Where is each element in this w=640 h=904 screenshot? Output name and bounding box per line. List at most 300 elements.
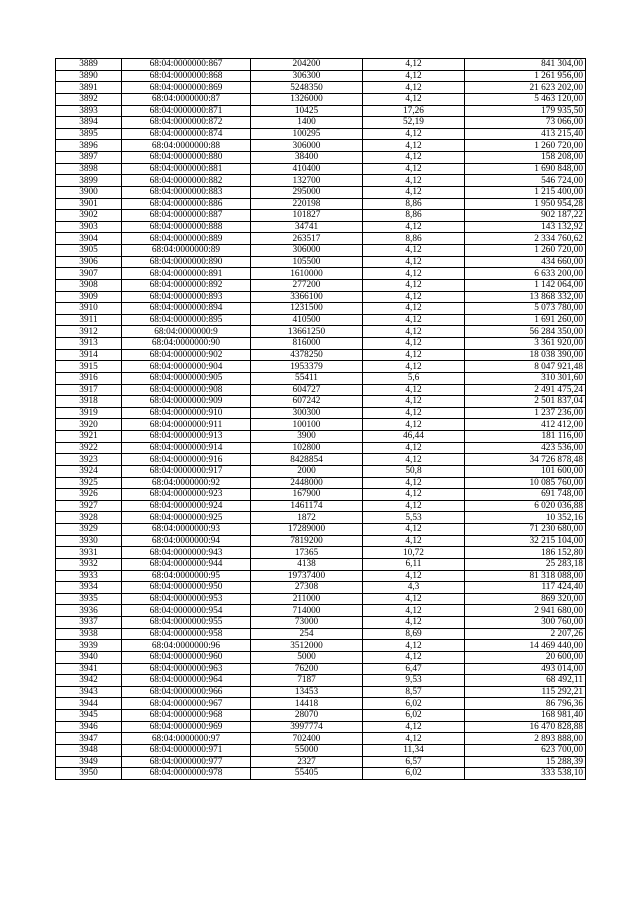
cadastral-value-cell: 1 690 848,00 xyxy=(465,163,586,175)
table-row xyxy=(56,628,586,640)
cadastral-value-cell: 25 283,18 xyxy=(465,558,586,570)
table-row xyxy=(56,605,586,617)
cadastral-value-cell: 86 796,36 xyxy=(465,698,586,710)
cadastral-value-cell: 71 230 680,00 xyxy=(465,524,586,536)
rate-cell: 6,02 xyxy=(363,710,465,722)
cadastral-value-cell: 6 633 200,00 xyxy=(465,268,586,280)
rate-cell: 4,12 xyxy=(363,326,465,338)
cadastral-number-cell: 68:04:0000000:892 xyxy=(122,279,251,291)
cadastral-value-cell: 333 538,10 xyxy=(465,768,586,780)
row-number-cell: 3905 xyxy=(56,245,122,257)
cadastral-number-cell: 68:04:0000000:909 xyxy=(122,396,251,408)
cadastral-number-cell: 68:04:0000000:889 xyxy=(122,233,251,245)
rate-cell: 4,12 xyxy=(363,489,465,501)
area-cell: 28070 xyxy=(251,710,363,722)
rate-cell: 4,12 xyxy=(363,593,465,605)
cadastral-value-cell: 2 334 760,62 xyxy=(465,233,586,245)
area-cell: 5248350 xyxy=(251,82,363,94)
rate-cell: 5,53 xyxy=(363,512,465,524)
cadastral-number-cell: 68:04:0000000:925 xyxy=(122,512,251,524)
area-cell: 3997774 xyxy=(251,721,363,733)
cadastral-number-cell: 68:04:0000000:913 xyxy=(122,431,251,443)
rate-cell: 6,02 xyxy=(363,698,465,710)
row-number-cell: 3919 xyxy=(56,407,122,419)
cadastral-number-cell: 68:04:0000000:872 xyxy=(122,117,251,129)
table-row xyxy=(56,524,586,536)
cadastral-number-cell: 68:04:0000000:978 xyxy=(122,768,251,780)
rate-cell: 9,53 xyxy=(363,675,465,687)
cadastral-number-cell: 68:04:0000000:883 xyxy=(122,186,251,198)
row-number-cell: 3934 xyxy=(56,582,122,594)
cadastral-number-cell: 68:04:0000000:954 xyxy=(122,605,251,617)
cadastral-number-cell: 68:04:0000000:92 xyxy=(122,477,251,489)
row-number-cell: 3911 xyxy=(56,314,122,326)
rate-cell: 4,12 xyxy=(363,640,465,652)
rate-cell: 4,12 xyxy=(363,407,465,419)
area-cell: 295000 xyxy=(251,186,363,198)
row-number-cell: 3921 xyxy=(56,431,122,443)
area-cell: 306000 xyxy=(251,140,363,152)
table-row xyxy=(56,744,586,756)
rate-cell: 4,12 xyxy=(363,314,465,326)
rate-cell: 4,12 xyxy=(363,384,465,396)
cadastral-value-cell: 2 491 475,24 xyxy=(465,384,586,396)
cadastral-number-cell: 68:04:0000000:963 xyxy=(122,663,251,675)
table-row xyxy=(56,582,586,594)
area-cell: 167900 xyxy=(251,489,363,501)
area-cell: 410500 xyxy=(251,314,363,326)
cadastral-number-cell: 68:04:0000000:87 xyxy=(122,93,251,105)
table-row xyxy=(56,721,586,733)
area-cell: 1872 xyxy=(251,512,363,524)
cadastral-number-cell: 68:04:0000000:955 xyxy=(122,617,251,629)
row-number-cell: 3928 xyxy=(56,512,122,524)
cadastral-value-cell: 423 536,00 xyxy=(465,442,586,454)
cadastral-value-cell: 8 047 921,48 xyxy=(465,361,586,373)
area-cell: 3366100 xyxy=(251,291,363,303)
row-number-cell: 3890 xyxy=(56,70,122,82)
row-number-cell: 3945 xyxy=(56,710,122,722)
area-cell: 607242 xyxy=(251,396,363,408)
row-number-cell: 3889 xyxy=(56,59,122,71)
table-row xyxy=(56,210,586,222)
area-cell: 76200 xyxy=(251,663,363,675)
cadastral-value-cell: 13 868 332,00 xyxy=(465,291,586,303)
cadastral-value-cell: 10 085 760,00 xyxy=(465,477,586,489)
rate-cell: 50,8 xyxy=(363,465,465,477)
rate-cell: 4,12 xyxy=(363,396,465,408)
row-number-cell: 3915 xyxy=(56,361,122,373)
rate-cell: 4,12 xyxy=(363,349,465,361)
area-cell: 55000 xyxy=(251,744,363,756)
area-cell: 254 xyxy=(251,628,363,640)
table-row xyxy=(56,442,586,454)
rate-cell: 4,12 xyxy=(363,163,465,175)
cadastral-number-cell: 68:04:0000000:881 xyxy=(122,163,251,175)
rate-cell: 4,12 xyxy=(363,291,465,303)
rate-cell: 4,12 xyxy=(363,570,465,582)
table-row xyxy=(56,384,586,396)
table-row xyxy=(56,338,586,350)
table-row xyxy=(56,431,586,443)
row-number-cell: 3895 xyxy=(56,128,122,140)
cadastral-value-cell: 1 215 400,00 xyxy=(465,186,586,198)
rate-cell: 4,12 xyxy=(363,454,465,466)
cadastral-number-cell: 68:04:0000000:924 xyxy=(122,500,251,512)
cadastral-value-cell: 101 600,00 xyxy=(465,465,586,477)
area-cell: 8428854 xyxy=(251,454,363,466)
table-row xyxy=(56,768,586,780)
table-row xyxy=(56,128,586,140)
cadastral-number-cell: 68:04:0000000:89 xyxy=(122,245,251,257)
cadastral-value-cell: 1 950 954,28 xyxy=(465,198,586,210)
area-cell: 102800 xyxy=(251,442,363,454)
cadastral-number-cell: 68:04:0000000:891 xyxy=(122,268,251,280)
rate-cell: 4,12 xyxy=(363,245,465,257)
cadastral-number-cell: 68:04:0000000:977 xyxy=(122,756,251,768)
row-number-cell: 3939 xyxy=(56,640,122,652)
cadastral-number-cell: 68:04:0000000:868 xyxy=(122,70,251,82)
area-cell: 1400 xyxy=(251,117,363,129)
area-cell: 300300 xyxy=(251,407,363,419)
row-number-cell: 3946 xyxy=(56,721,122,733)
area-cell: 10425 xyxy=(251,105,363,117)
cadastral-number-cell: 68:04:0000000:93 xyxy=(122,524,251,536)
row-number-cell: 3897 xyxy=(56,152,122,164)
table-row xyxy=(56,163,586,175)
rate-cell: 4,12 xyxy=(363,605,465,617)
row-number-cell: 3940 xyxy=(56,651,122,663)
rate-cell: 4,12 xyxy=(363,617,465,629)
row-number-cell: 3923 xyxy=(56,454,122,466)
row-number-cell: 3906 xyxy=(56,256,122,268)
area-cell: 3900 xyxy=(251,431,363,443)
rate-cell: 8,69 xyxy=(363,628,465,640)
area-cell: 1461174 xyxy=(251,500,363,512)
table-row xyxy=(56,372,586,384)
area-cell: 100295 xyxy=(251,128,363,140)
table-row xyxy=(56,593,586,605)
cadastral-value-cell: 158 208,00 xyxy=(465,152,586,164)
cadastral-number-cell: 68:04:0000000:871 xyxy=(122,105,251,117)
cadastral-value-cell: 6 020 036,88 xyxy=(465,500,586,512)
table-row xyxy=(56,733,586,745)
cadastral-value-cell: 434 660,00 xyxy=(465,256,586,268)
rate-cell: 46,44 xyxy=(363,431,465,443)
cadastral-value-cell: 18 038 390,00 xyxy=(465,349,586,361)
cadastral-value-cell: 902 187,22 xyxy=(465,210,586,222)
rate-cell: 4,12 xyxy=(363,256,465,268)
row-number-cell: 3904 xyxy=(56,233,122,245)
row-number-cell: 3920 xyxy=(56,419,122,431)
table-row xyxy=(56,279,586,291)
cadastral-value-cell: 16 470 828,88 xyxy=(465,721,586,733)
rate-cell: 4,12 xyxy=(363,338,465,350)
rate-cell: 4,12 xyxy=(363,152,465,164)
cadastral-number-cell: 68:04:0000000:908 xyxy=(122,384,251,396)
row-number-cell: 3909 xyxy=(56,291,122,303)
cadastral-number-cell: 68:04:0000000:96 xyxy=(122,640,251,652)
cadastral-number-cell: 68:04:0000000:917 xyxy=(122,465,251,477)
row-number-cell: 3938 xyxy=(56,628,122,640)
table-row xyxy=(56,303,586,315)
rate-cell: 11,34 xyxy=(363,744,465,756)
cadastral-number-cell: 68:04:0000000:943 xyxy=(122,547,251,559)
table-row xyxy=(56,140,586,152)
rate-cell: 5,6 xyxy=(363,372,465,384)
row-number-cell: 3933 xyxy=(56,570,122,582)
rate-cell: 4,12 xyxy=(363,442,465,454)
table-row xyxy=(56,710,586,722)
cadastral-number-cell: 68:04:0000000:890 xyxy=(122,256,251,268)
area-cell: 1610000 xyxy=(251,268,363,280)
rate-cell: 8,86 xyxy=(363,210,465,222)
area-cell: 1953379 xyxy=(251,361,363,373)
cadastral-number-cell: 68:04:0000000:905 xyxy=(122,372,251,384)
area-cell: 132700 xyxy=(251,175,363,187)
cadastral-value-cell: 15 288,39 xyxy=(465,756,586,768)
table-row xyxy=(56,314,586,326)
table-row xyxy=(56,268,586,280)
table-row xyxy=(56,570,586,582)
row-number-cell: 3898 xyxy=(56,163,122,175)
row-number-cell: 3900 xyxy=(56,186,122,198)
area-cell: 73000 xyxy=(251,617,363,629)
row-number-cell: 3903 xyxy=(56,221,122,233)
cadastral-number-cell: 68:04:0000000:94 xyxy=(122,535,251,547)
area-cell: 34741 xyxy=(251,221,363,233)
rate-cell: 10,72 xyxy=(363,547,465,559)
table-row xyxy=(56,152,586,164)
rate-cell: 4,12 xyxy=(363,93,465,105)
table-row xyxy=(56,105,586,117)
row-number-cell: 3944 xyxy=(56,698,122,710)
cadastral-value-cell: 68 492,11 xyxy=(465,675,586,687)
rate-cell: 4,12 xyxy=(363,128,465,140)
table-row xyxy=(56,651,586,663)
cadastral-number-cell: 68:04:0000000:869 xyxy=(122,82,251,94)
cadastral-value-cell: 1 261 956,00 xyxy=(465,70,586,82)
row-number-cell: 3902 xyxy=(56,210,122,222)
area-cell: 263517 xyxy=(251,233,363,245)
cadastral-number-cell: 68:04:0000000:923 xyxy=(122,489,251,501)
rate-cell: 4,12 xyxy=(363,186,465,198)
cadastral-value-cell: 623 700,00 xyxy=(465,744,586,756)
cadastral-number-cell: 68:04:0000000:902 xyxy=(122,349,251,361)
area-cell: 27308 xyxy=(251,582,363,594)
area-cell: 100100 xyxy=(251,419,363,431)
cadastral-number-cell: 68:04:0000000:911 xyxy=(122,419,251,431)
table-row xyxy=(56,686,586,698)
area-cell: 277200 xyxy=(251,279,363,291)
cadastral-value-cell: 1 237 236,00 xyxy=(465,407,586,419)
row-number-cell: 3941 xyxy=(56,663,122,675)
cadastral-number-cell: 68:04:0000000:958 xyxy=(122,628,251,640)
cadastral-number-cell: 68:04:0000000:916 xyxy=(122,454,251,466)
cadastral-value-cell: 2 941 680,00 xyxy=(465,605,586,617)
cadastral-value-cell: 168 981,40 xyxy=(465,710,586,722)
cadastral-value-cell: 841 304,00 xyxy=(465,59,586,71)
rate-cell: 8,86 xyxy=(363,198,465,210)
row-number-cell: 3929 xyxy=(56,524,122,536)
area-cell: 816000 xyxy=(251,338,363,350)
table-row xyxy=(56,407,586,419)
row-number-cell: 3892 xyxy=(56,93,122,105)
cadastral-value-cell: 32 215 104,00 xyxy=(465,535,586,547)
rate-cell: 4,12 xyxy=(363,221,465,233)
cadastral-number-cell: 68:04:0000000:882 xyxy=(122,175,251,187)
cadastral-value-cell: 546 724,00 xyxy=(465,175,586,187)
rate-cell: 4,12 xyxy=(363,175,465,187)
row-number-cell: 3947 xyxy=(56,733,122,745)
area-cell: 14418 xyxy=(251,698,363,710)
row-number-cell: 3950 xyxy=(56,768,122,780)
row-number-cell: 3891 xyxy=(56,82,122,94)
rate-cell: 4,12 xyxy=(363,70,465,82)
table-row xyxy=(56,419,586,431)
area-cell: 101827 xyxy=(251,210,363,222)
area-cell: 1231500 xyxy=(251,303,363,315)
cadastral-number-cell: 68:04:0000000:910 xyxy=(122,407,251,419)
area-cell: 1326000 xyxy=(251,93,363,105)
row-number-cell: 3936 xyxy=(56,605,122,617)
rate-cell: 4,12 xyxy=(363,140,465,152)
table-row xyxy=(56,640,586,652)
row-number-cell: 3924 xyxy=(56,465,122,477)
rate-cell: 6,02 xyxy=(363,768,465,780)
area-cell: 3512000 xyxy=(251,640,363,652)
cadastral-number-cell: 68:04:0000000:867 xyxy=(122,59,251,71)
cadastral-value-cell: 412 412,00 xyxy=(465,419,586,431)
row-number-cell: 3901 xyxy=(56,198,122,210)
area-cell: 4138 xyxy=(251,558,363,570)
cadastral-value-cell: 493 014,00 xyxy=(465,663,586,675)
table-row xyxy=(56,117,586,129)
row-number-cell: 3927 xyxy=(56,500,122,512)
row-number-cell: 3925 xyxy=(56,477,122,489)
area-cell: 7819200 xyxy=(251,535,363,547)
cadastral-value-cell: 300 760,00 xyxy=(465,617,586,629)
cadastral-number-cell: 68:04:0000000:88 xyxy=(122,140,251,152)
area-cell: 55411 xyxy=(251,372,363,384)
row-number-cell: 3943 xyxy=(56,686,122,698)
row-number-cell: 3899 xyxy=(56,175,122,187)
rate-cell: 4,12 xyxy=(363,535,465,547)
cadastral-value-cell: 10 352,16 xyxy=(465,512,586,524)
table-row xyxy=(56,326,586,338)
cadastral-number-cell: 68:04:0000000:9 xyxy=(122,326,251,338)
area-cell: 2000 xyxy=(251,465,363,477)
area-cell: 19737400 xyxy=(251,570,363,582)
cadastral-value-cell: 691 748,00 xyxy=(465,489,586,501)
table-row xyxy=(56,465,586,477)
table-row xyxy=(56,698,586,710)
row-number-cell: 3948 xyxy=(56,744,122,756)
rate-cell: 6,57 xyxy=(363,756,465,768)
row-number-cell: 3893 xyxy=(56,105,122,117)
table-row xyxy=(56,361,586,373)
area-cell: 306000 xyxy=(251,245,363,257)
cadastral-number-cell: 68:04:0000000:971 xyxy=(122,744,251,756)
rate-cell: 17,26 xyxy=(363,105,465,117)
cadastral-number-cell: 68:04:0000000:90 xyxy=(122,338,251,350)
rate-cell: 4,3 xyxy=(363,582,465,594)
cadastral-value-cell: 5 073 780,00 xyxy=(465,303,586,315)
row-number-cell: 3932 xyxy=(56,558,122,570)
cadastral-value-table xyxy=(55,58,586,780)
table-row xyxy=(56,663,586,675)
table-row xyxy=(56,93,586,105)
rate-cell: 4,12 xyxy=(363,361,465,373)
area-cell: 2448000 xyxy=(251,477,363,489)
rate-cell: 4,12 xyxy=(363,82,465,94)
row-number-cell: 3926 xyxy=(56,489,122,501)
cadastral-value-cell: 179 935,50 xyxy=(465,105,586,117)
cadastral-value-cell: 3 361 920,00 xyxy=(465,338,586,350)
cadastral-value-cell: 81 318 088,00 xyxy=(465,570,586,582)
table-row xyxy=(56,558,586,570)
cadastral-number-cell: 68:04:0000000:97 xyxy=(122,733,251,745)
row-number-cell: 3942 xyxy=(56,675,122,687)
cadastral-number-cell: 68:04:0000000:953 xyxy=(122,593,251,605)
cadastral-value-cell: 1 142 064,00 xyxy=(465,279,586,291)
rate-cell: 4,12 xyxy=(363,303,465,315)
row-number-cell: 3930 xyxy=(56,535,122,547)
cadastral-value-cell: 56 284 350,00 xyxy=(465,326,586,338)
cadastral-value-cell: 413 215,40 xyxy=(465,128,586,140)
row-number-cell: 3937 xyxy=(56,617,122,629)
row-number-cell: 3894 xyxy=(56,117,122,129)
table-row xyxy=(56,59,586,71)
rate-cell: 4,12 xyxy=(363,268,465,280)
rate-cell: 4,12 xyxy=(363,59,465,71)
table-row xyxy=(56,221,586,233)
row-number-cell: 3914 xyxy=(56,349,122,361)
cadastral-number-cell: 68:04:0000000:968 xyxy=(122,710,251,722)
area-cell: 17365 xyxy=(251,547,363,559)
rate-cell: 4,12 xyxy=(363,500,465,512)
cadastral-value-cell: 34 726 878,48 xyxy=(465,454,586,466)
cadastral-number-cell: 68:04:0000000:895 xyxy=(122,314,251,326)
row-number-cell: 3917 xyxy=(56,384,122,396)
row-number-cell: 3916 xyxy=(56,372,122,384)
table-row xyxy=(56,454,586,466)
area-cell: 204200 xyxy=(251,59,363,71)
area-cell: 5000 xyxy=(251,651,363,663)
row-number-cell: 3912 xyxy=(56,326,122,338)
cadastral-number-cell: 68:04:0000000:960 xyxy=(122,651,251,663)
area-cell: 4378250 xyxy=(251,349,363,361)
cadastral-value-cell: 181 116,00 xyxy=(465,431,586,443)
cadastral-number-cell: 68:04:0000000:969 xyxy=(122,721,251,733)
area-cell: 38400 xyxy=(251,152,363,164)
table-row xyxy=(56,245,586,257)
rate-cell: 4,12 xyxy=(363,524,465,536)
row-number-cell: 3913 xyxy=(56,338,122,350)
row-number-cell: 3910 xyxy=(56,303,122,315)
cadastral-number-cell: 68:04:0000000:914 xyxy=(122,442,251,454)
row-number-cell: 3908 xyxy=(56,279,122,291)
rate-cell: 4,12 xyxy=(363,279,465,291)
area-cell: 13453 xyxy=(251,686,363,698)
table-row xyxy=(56,198,586,210)
cadastral-value-cell: 73 066,00 xyxy=(465,117,586,129)
cadastral-value-cell: 117 424,40 xyxy=(465,582,586,594)
row-number-cell: 3922 xyxy=(56,442,122,454)
table-row xyxy=(56,233,586,245)
cadastral-number-cell: 68:04:0000000:964 xyxy=(122,675,251,687)
cadastral-value-cell: 143 132,92 xyxy=(465,221,586,233)
